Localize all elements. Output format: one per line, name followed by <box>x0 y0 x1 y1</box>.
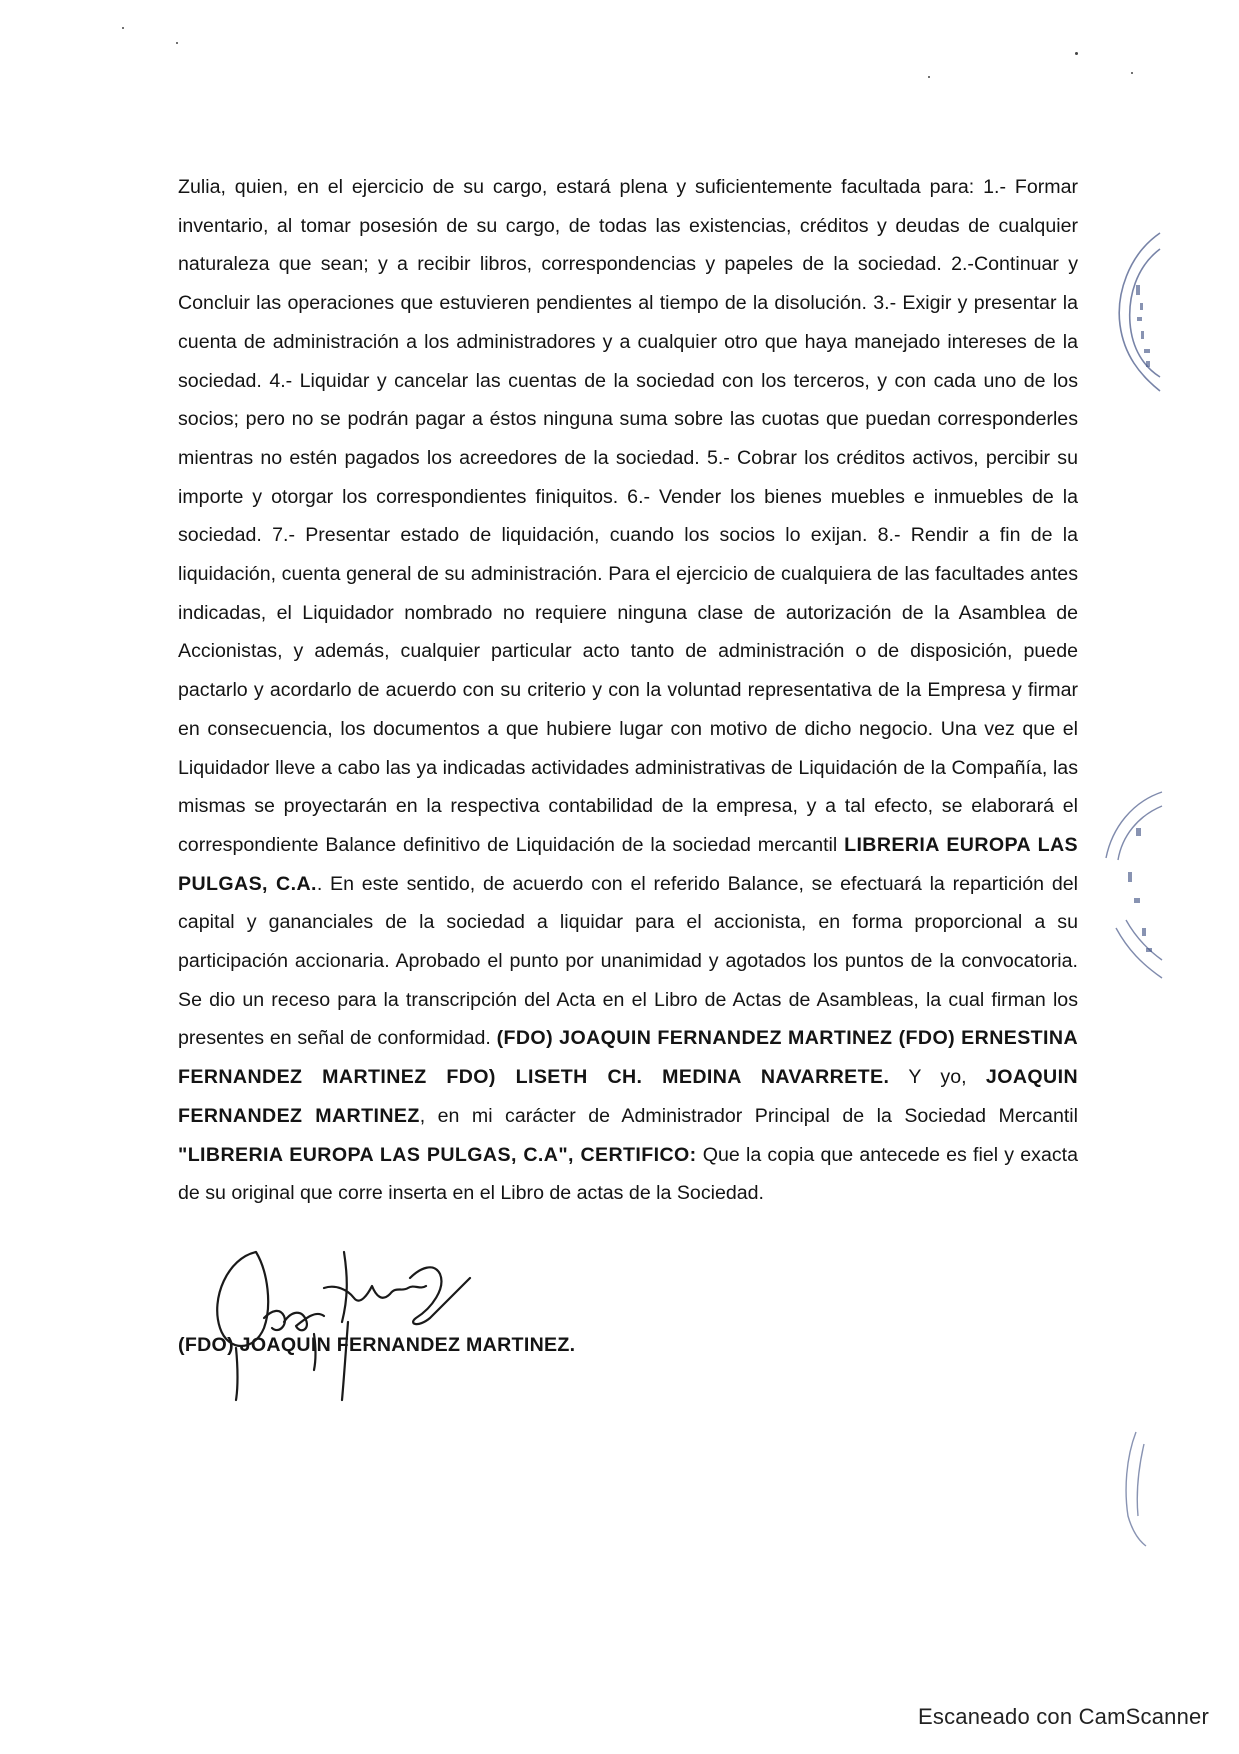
notary-stamp-seal <box>1100 225 1160 405</box>
camscanner-watermark: Escaneado con CamScanner <box>918 1704 1209 1729</box>
scan-speck <box>176 42 178 44</box>
notary-stamp-seal <box>1072 788 1162 988</box>
paragraph-text: . En este sentido, de acuerdo con el referido Balance, se efectuará la repartición del capital y gananciales de la sociedad a liquidar para el accionista, en forma proporcional a su participación accionaria. Aprobado el punto por unanimidad y agotados los puntos de la convocatoria. Se dio un receso para la transcripción del Acta en el Libro de Actas de Asambleas, la cual firman los presentes en señal de conformidad. <box>178 872 1078 1050</box>
paragraph-text: Zulia, quien, en el ejercicio de su cargo, estará plena y suficientemente facultada para: 1.- Formar inventario, al tomar posesión de su cargo, de todas las existencias, créditos y deudas de cualquier naturaleza que sean; y a recibir libros, correspondencias y papeles de la sociedad. 2.-Continuar y Concluir las operaciones que estuvieren pendientes al tiempo de la disolución. 3.- Exigir y presentar la cuenta de administración a los administradores y a cualquier otro que haya manejado intereses de la sociedad. 4.- Liquidar y cancelar las cuentas de la sociedad con los terceros, y con cada uno de los socios; pero no se podrán pagar a éstos ninguna suma sobre las cuotas que puedan corresponderles mientras no estén pagados los acreedores de la sociedad. 5.- Cobrar los créditos activos, percibir su importe y otorgar los correspondientes finiquitos. 6.- Vender los bienes muebles e inmuebles de la sociedad. 7.- Presentar estado de liquidación, cuando los socios lo exijan. 8.- Rendir a fin de la liquidación, cuenta general de su administración. Para el ejercicio de cualquiera de las facultades antes indicadas, el Liquidador nombrado no requiere ninguna clase de autorización de la Asamblea de Accionistas, y además, cualquier particular acto tanto de administración o de disposición, puede pactarlo y acordarlo de acuerdo con su criterio y con la voluntad representativa de la Empresa y firmar en consecuencia, los documentos a que hubiere lugar con motivo de dicho negocio. Una vez que el Liquidador lleve a cabo las ya indicadas actividades administrativas de Liquidación de la Compañía, las mismas se proyectarán en la respectiva contabilidad de la empresa, y a tal efecto, se elaborará el correspondiente Balance definitivo de Liquidación de la sociedad mercantil <box>178 176 1078 856</box>
scan-speck <box>1131 72 1133 74</box>
signature-name: (FDO) JOAQUIN FERNANDEZ MARTINEZ. <box>178 1334 576 1356</box>
signature-block <box>178 1248 738 1398</box>
scan-speck <box>928 76 930 78</box>
notary-stamp-seal <box>1110 1430 1150 1550</box>
scan-speck <box>122 27 124 29</box>
scan-speck <box>1075 52 1078 55</box>
company-name-bold: LIBRERIA EUROPA LAS PULGAS, C.A. <box>178 833 1078 895</box>
signatories-bold: (FDO) JOAQUIN FERNANDEZ MARTINEZ (FDO) ERNESTINA FERNANDEZ MARTINEZ FDO) LISETH CH. MEDINA NAVARRETE. <box>178 1027 1078 1089</box>
paragraph-text: , en mi carácter de Administrador Principal de la Sociedad Mercantil <box>419 1104 1078 1127</box>
paragraph-text: Y yo, <box>889 1066 986 1089</box>
body-paragraph <box>178 168 1078 1213</box>
paragraph-text: Que la copia que antecede es fiel y exacta de su original que corre inserta en el Libro de actas de la Sociedad. <box>178 1143 1078 1205</box>
administrator-name-bold: JOAQUIN FERNANDEZ MARTINEZ <box>178 1066 1078 1127</box>
handwritten-signature <box>198 1248 668 1398</box>
certification-bold: "LIBRERIA EUROPA LAS PULGAS, C.A", CERTIFICO: <box>178 1143 697 1166</box>
